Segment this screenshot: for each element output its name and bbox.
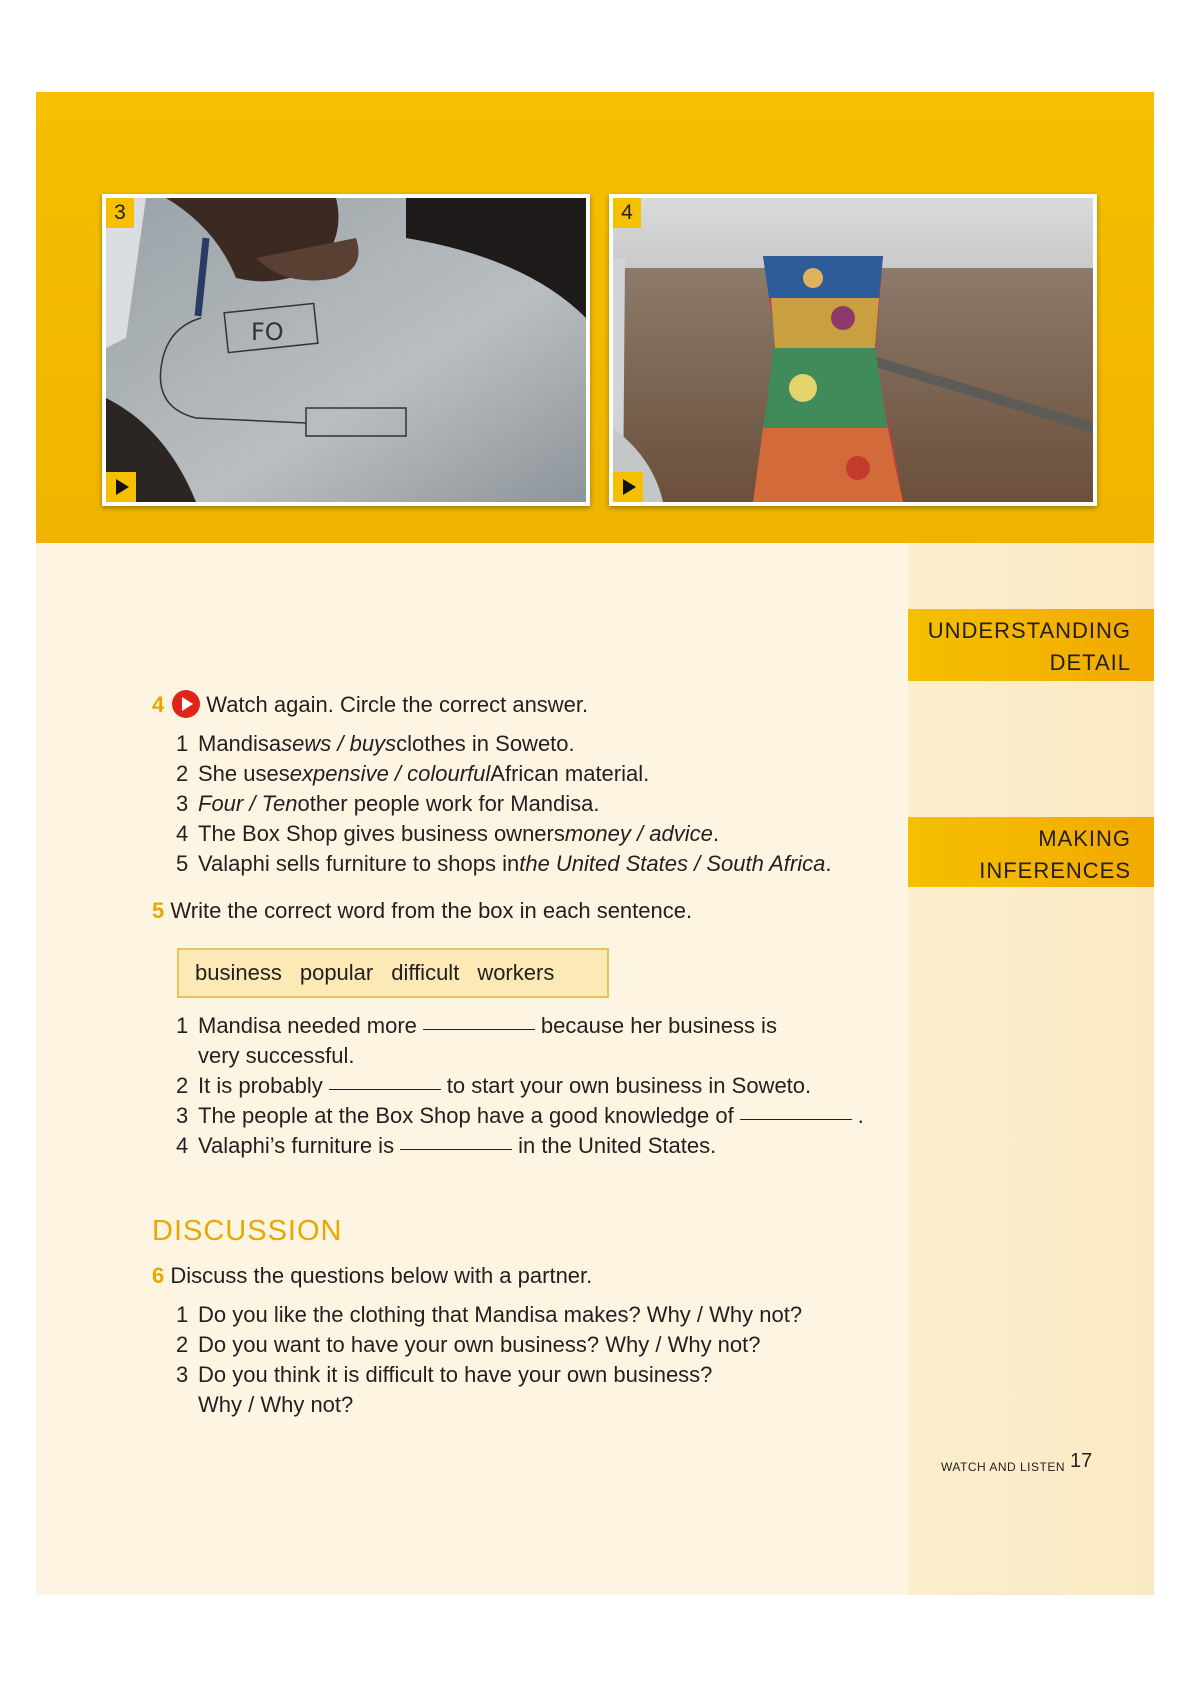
exercise-instruction: Watch again. Circle the correct answer.	[206, 692, 589, 717]
exercise-number: 6	[152, 1263, 165, 1288]
list-item	[176, 1101, 864, 1131]
item-text: very successful.	[198, 1043, 355, 1068]
answer-blank[interactable]	[740, 1101, 852, 1120]
list-item-continuation	[176, 1390, 802, 1420]
svg-text:FO: FO	[251, 318, 284, 346]
list-item	[176, 1071, 864, 1101]
item-text: Valaphi’s furniture is	[198, 1133, 395, 1158]
item-text: in the United States.	[518, 1133, 717, 1158]
item-text: Why / Why not?	[198, 1392, 354, 1417]
list-item	[176, 729, 831, 759]
answer-options[interactable]: the United States / South Africa	[519, 851, 826, 876]
item-text: Do you like the clothing that Mandisa makes? Why / Why not?	[198, 1302, 803, 1327]
item-text: .	[712, 821, 719, 846]
word-box	[177, 948, 609, 998]
item-number: 3	[176, 1103, 189, 1128]
exercise-5-list	[176, 1011, 864, 1161]
item-number: 4	[176, 821, 189, 846]
tower-photo	[613, 198, 1093, 502]
item-text: Mandisa needed more	[198, 1013, 417, 1038]
item-number: 1	[176, 1013, 189, 1038]
item-number: 1	[176, 731, 189, 756]
exercise-5-heading	[152, 897, 692, 925]
skills-sidebar	[908, 543, 1154, 1595]
item-number: 2	[176, 1332, 189, 1357]
list-item	[176, 1330, 802, 1360]
photo-number-4: 4	[613, 198, 641, 228]
item-text: The people at the Box Shop have a good knowledge of	[198, 1103, 734, 1128]
exercise-4-heading	[152, 690, 588, 719]
play-circle-icon[interactable]	[172, 690, 200, 718]
item-number: 3	[176, 1362, 189, 1387]
list-item	[176, 1011, 864, 1041]
list-item-continuation	[176, 1041, 864, 1071]
list-item	[176, 1360, 802, 1390]
word-option: workers	[477, 960, 555, 985]
answer-blank[interactable]	[329, 1071, 441, 1090]
item-text: .	[857, 1103, 864, 1128]
item-text: .	[825, 851, 832, 876]
drawing-photo	[106, 198, 586, 502]
footer-section-label: WATCH AND LISTEN	[941, 1460, 1066, 1474]
item-text: African material.	[490, 761, 650, 786]
item-text: Do you want to have your own business? Why / Why not?	[198, 1332, 761, 1357]
item-number: 1	[176, 1302, 189, 1327]
play-video-button[interactable]	[613, 472, 643, 502]
list-item	[176, 759, 831, 789]
word-option: popular	[299, 960, 374, 985]
answer-options[interactable]: money / advice	[564, 821, 713, 846]
exercise-6-heading	[152, 1262, 592, 1290]
skill-tab-label: INFERENCES	[979, 858, 1131, 883]
item-text: Mandisa	[198, 731, 282, 756]
skill-tab-making-inferences	[908, 817, 1154, 887]
exercise-number: 5	[152, 898, 165, 923]
item-text: The Box Shop gives business owners	[198, 821, 565, 846]
item-text: to start your own business in Soweto.	[446, 1073, 812, 1098]
item-text: She uses	[198, 761, 290, 786]
list-item	[176, 819, 831, 849]
answer-options[interactable]: expensive / colourful	[289, 761, 491, 786]
item-text: clothes in Soweto.	[396, 731, 575, 756]
video-still-4[interactable]	[609, 194, 1097, 506]
item-number: 5	[176, 851, 189, 876]
page-number: 17	[1070, 1450, 1093, 1472]
play-icon	[116, 479, 129, 495]
discussion-title: DISCUSSION	[152, 1215, 343, 1247]
list-item	[176, 789, 831, 819]
item-text: Do you think it is difficult to have your own business?	[198, 1362, 713, 1387]
answer-blank[interactable]	[423, 1011, 535, 1030]
item-text: other people work for Mandisa.	[297, 791, 600, 816]
skill-tab-label: UNDERSTANDING	[927, 618, 1131, 643]
skill-tab-label: MAKING	[1038, 826, 1131, 851]
item-number: 4	[176, 1133, 189, 1158]
item-text: Valaphi sells furniture to shops in	[198, 851, 520, 876]
item-number: 2	[176, 761, 189, 786]
photo-number-3: 3	[106, 198, 134, 228]
answer-options[interactable]: Four / Ten	[198, 791, 298, 816]
word-option: business	[195, 960, 282, 985]
item-text: because her business is	[540, 1013, 777, 1038]
list-item	[176, 849, 831, 879]
skill-tab-understanding-detail	[908, 609, 1154, 681]
item-number: 2	[176, 1073, 189, 1098]
answer-options[interactable]: sews / buys	[281, 731, 397, 756]
word-option: difficult	[391, 960, 460, 985]
video-banner	[36, 92, 1154, 543]
skill-tab-label: DETAIL	[1049, 650, 1131, 675]
exercise-instruction: Discuss the questions below with a partner.	[170, 1263, 593, 1288]
item-number: 3	[176, 791, 189, 816]
exercise-number: 4	[152, 692, 165, 717]
play-icon	[623, 479, 636, 495]
item-text: It is probably	[198, 1073, 323, 1098]
page	[36, 92, 1154, 1595]
exercise-4-list	[176, 729, 831, 879]
list-item	[176, 1300, 802, 1330]
exercise-instruction: Write the correct word from the box in each sentence.	[170, 898, 693, 923]
play-video-button[interactable]	[106, 472, 136, 502]
answer-blank[interactable]	[400, 1131, 512, 1150]
discussion-list	[176, 1300, 802, 1420]
video-still-3[interactable]	[102, 194, 590, 506]
list-item	[176, 1131, 864, 1161]
